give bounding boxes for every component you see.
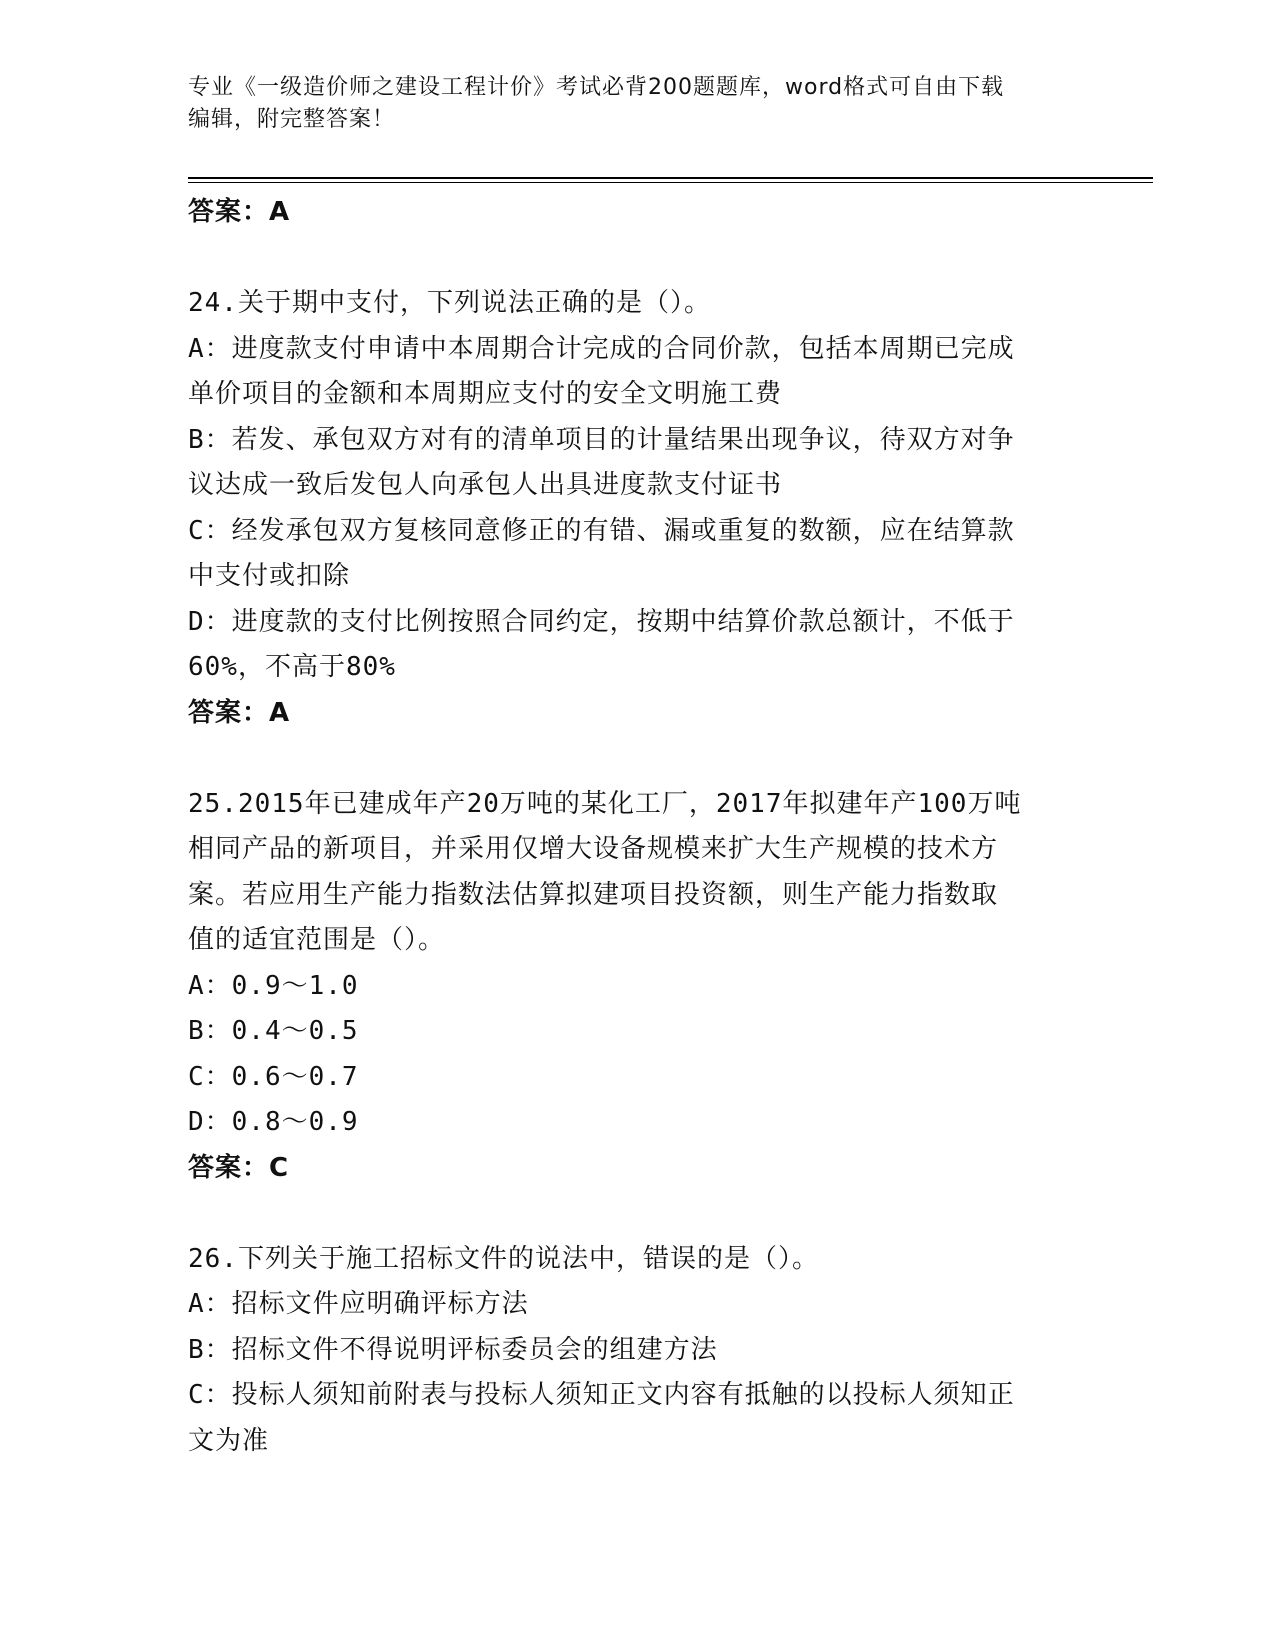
- question-25: [188, 782, 1088, 1192]
- question-stem-line-4: 值的适宜范围是（）。: [188, 925, 446, 955]
- option-c-line-1: C：经发承包双方复核同意修正的有错、漏或重复的数额，应在结算款: [188, 515, 1015, 546]
- answer-q24: 答案：A: [188, 697, 291, 728]
- option-c-line-2: 文为准: [188, 1425, 270, 1456]
- spacer: [188, 236, 1088, 282]
- answer-q25: 答案：C: [188, 1152, 290, 1183]
- question-stem-line-1: 25.2015年已建成年产20万吨的某化工厂，2017年拟建年产100万吨: [188, 788, 1022, 819]
- header-line-2: 编辑，附完整答案！: [188, 107, 396, 132]
- option-a: A：0.9～1.0: [188, 970, 359, 1001]
- question-24: [188, 281, 1088, 736]
- option-c: C：0.6～0.7: [188, 1061, 359, 1092]
- option-d: D：0.8～0.9: [188, 1107, 359, 1137]
- option-a-line-2: 单价项目的金额和本周期应支付的安全文明施工费: [188, 379, 783, 409]
- option-c-line-2: 中支付或扣除: [188, 561, 351, 591]
- question-content: [188, 190, 1088, 1464]
- spacer: [188, 736, 1088, 782]
- question-stem-line-2: 相同产品的新项目，并采用仅增大设备规模来扩大生产规模的技术方: [188, 834, 999, 864]
- question-stem-line-3: 案。若应用生产能力指数法估算拟建项目投资额，则生产能力指数取: [188, 879, 999, 910]
- question-stem: 26.下列关于施工招标文件的说法中，错误的是（）。: [188, 1243, 819, 1274]
- question-stem: 24.关于期中支付，下列说法正确的是（）。: [188, 288, 711, 318]
- option-c-line-1: C：投标人须知前附表与投标人须知正文内容有抵触的以投标人须知正: [188, 1380, 1015, 1410]
- option-d-line-2: 60%，不高于80%: [188, 652, 396, 682]
- option-b: B：0.4～0.5: [188, 1016, 359, 1046]
- option-d-line-1: D：进度款的支付比例按照合同约定，按期中结算价款总额计，不低于: [188, 606, 1015, 637]
- document-header: [188, 72, 1068, 136]
- header-line-1: 专业《一级造价师之建设工程计价》考试必背200题题库，word格式可自由下载: [188, 75, 1005, 100]
- option-b-line-1: B：若发、承包双方对有的清单项目的计量结果出现争议，待双方对争: [188, 424, 1015, 455]
- option-b: B：招标文件不得说明评标委员会的组建方法: [188, 1334, 718, 1365]
- question-26: [188, 1237, 1088, 1465]
- answer-q23: 答案：A: [188, 197, 291, 227]
- spacer: [188, 1191, 1088, 1237]
- option-a: A：招标文件应明确评标方法: [188, 1289, 529, 1319]
- header-rule-thick: [188, 177, 1153, 179]
- header-rule-thin: [188, 182, 1153, 183]
- option-a-line-1: A：进度款支付申请中本周期合计完成的合同价款，包括本周期已完成: [188, 333, 1015, 364]
- option-b-line-2: 议达成一致后发包人向承包人出具进度款支付证书: [188, 470, 783, 500]
